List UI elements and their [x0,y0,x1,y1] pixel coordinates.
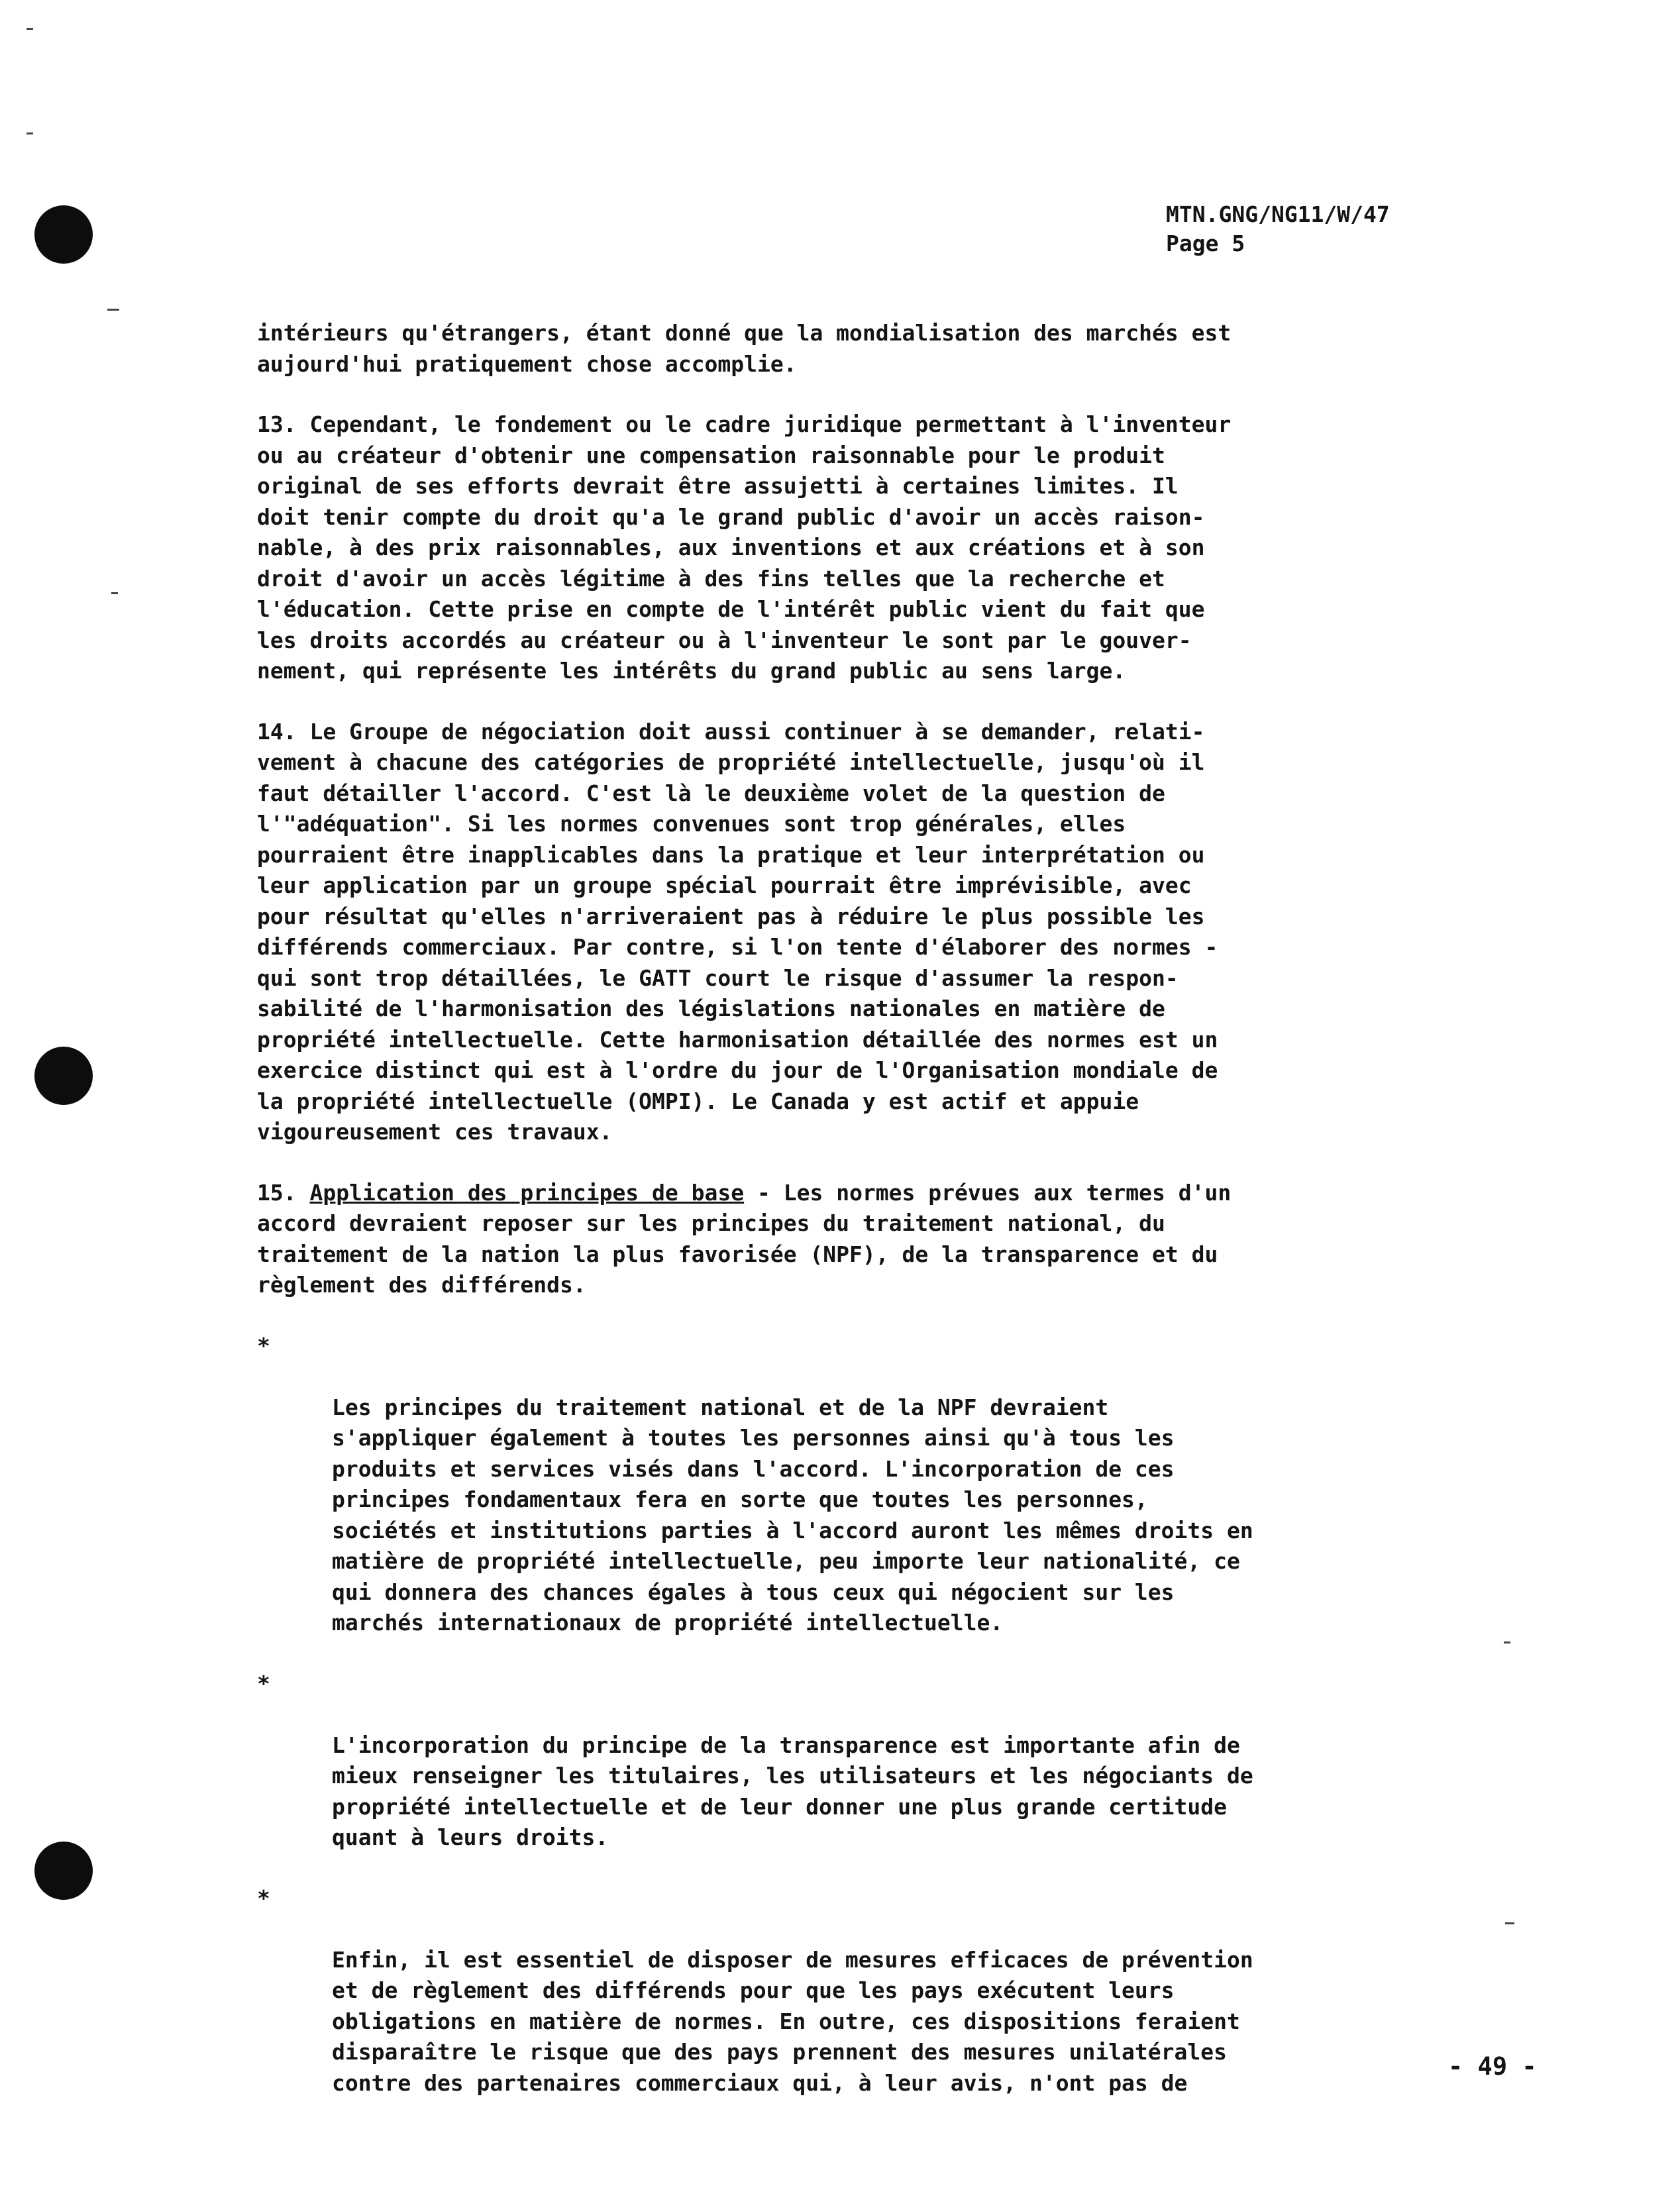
asterisk-bullet-icon: * [257,1332,270,1359]
paragraph-15 [257,1178,1436,1301]
paragraph-heading: Application des principes de base [309,1179,745,1206]
scan-speck [107,309,119,311]
footer-page-number: - 49 - [1448,2052,1537,2081]
document-header [1166,200,1390,258]
paragraph-number: 15. [257,1179,297,1206]
bullet-item [257,1331,1436,1639]
scan-speck [1504,1641,1510,1643]
scan-speck [111,592,118,594]
paragraph-continuation [257,318,1436,380]
header-page-label: Page 5 [1166,231,1245,256]
bullet-text: L'incorporation du principe de la transparence est importante afin de mieux renseigner les titulaires, les utilisateurs et les négociants de propriété intellectuelle et de leur donner une plus grande certitude quant à leurs droits. [332,1732,1253,1850]
paragraph-number: 13. [257,411,297,437]
paragraph-text: intérieurs qu'étrangers, étant donné que la mondialisation des marchés est aujourd'hui pratiquement chose accomplie. [257,320,1232,377]
bullet-item [257,1669,1436,1853]
bullet-text: Les principes du traitement national et de la NPF devraient s'appliquer également à toutes les personnes ainsi qu'à tous les produits et services visés dans l'accord. L'incorporation de ces principes fondamentaux fera en sorte que toutes les personnes, sociétés et institutions parties à l'accord auront les mêmes droits en matière de propriété intellectuelle, peu importe leur nationalité, ce qui donnera des chances égales à tous ceux qui négocient sur les marchés internationaux de propriété intellectuelle. [332,1394,1253,1636]
punch-hole-top [34,205,93,264]
paragraph-number: 14. [257,718,297,745]
paragraph-text: - Les normes prévues aux termes d'un accord devraient reposer sur les principes du traitement national, du traitement de la nation la plus favorisée (NPF), de la transparence et du règlement des différends. [257,1179,1232,1298]
paragraph-14 [257,717,1436,1148]
paragraph-text: Cependant, le fondement ou le cadre juridique permettant à l'inventeur ou au créateur d'obtenir une compensation raisonnable pour le produit original de ses efforts devrait être assujetti à certaines limites. Il doit tenir compte du droit qu'a le grand public d'avoir un accès raison- nable, à des prix raisonnables, aux inventions et aux créations et à son droit d'avoir un accès légitime à des fins telles que la recherche et l'éducation. Cette prise en compte de l'intérêt public vient du fait que les droits accordés au créateur ou à l'inventeur le sont par le gouver- nement, qui représente les intérêts du grand public au sens large. [257,411,1232,684]
asterisk-bullet-icon: * [257,1670,270,1696]
asterisk-bullet-icon: * [257,1885,270,1911]
scan-speck [1505,1922,1514,1924]
punch-hole-bottom [34,1842,93,1900]
document-body [257,318,1436,2128]
punch-hole-middle [34,1047,93,1105]
scan-speck [26,28,33,30]
paragraph-13 [257,409,1436,687]
bullet-item [257,1883,1436,2099]
bullet-text: Enfin, il est essentiel de disposer de mesures efficaces de prévention et de règlement des différends pour que les pays exécutent leurs obligations en matière de normes. En outre, ces dispositions feraient disparaître le risque que des pays prennent des mesures unilatérales contre des partenaires commerciaux qui, à leur avis, n'ont pas de [332,1946,1253,2096]
paragraph-text: Le Groupe de négociation doit aussi continuer à se demander, relati- vement à chacune des catégories de propriété intellectuelle, jusqu'où il faut détailler l'accord. C'est là le deuxième volet de la question de l'"adéquation". Si les normes convenues sont trop générales, elles pourraient être inapplicables dans la pratique et leur interprétation ou leur application par un groupe spécial pourrait être imprévisible, avec pour résultat qu'elles n'arriveraient pas à réduire le plus possible les différends commerciaux. Par contre, si l'on tente d'élaborer des normes - qui sont trop détaillées, le GATT court le risque d'assumer la respon- sabilité de l'harmonisation des législations nationales en matière de propriété intellectuelle. Cette harmonisation détaillée des normes est un exercice distinct qui est à l'ordre du jour de l'Organisation mondiale de la propriété intellectuelle (OMPI). Le Canada y est actif et appuie vigoureusement ces travaux. [257,718,1218,1145]
scan-speck [26,132,33,134]
document-reference: MTN.GNG/NG11/W/47 [1166,201,1390,227]
